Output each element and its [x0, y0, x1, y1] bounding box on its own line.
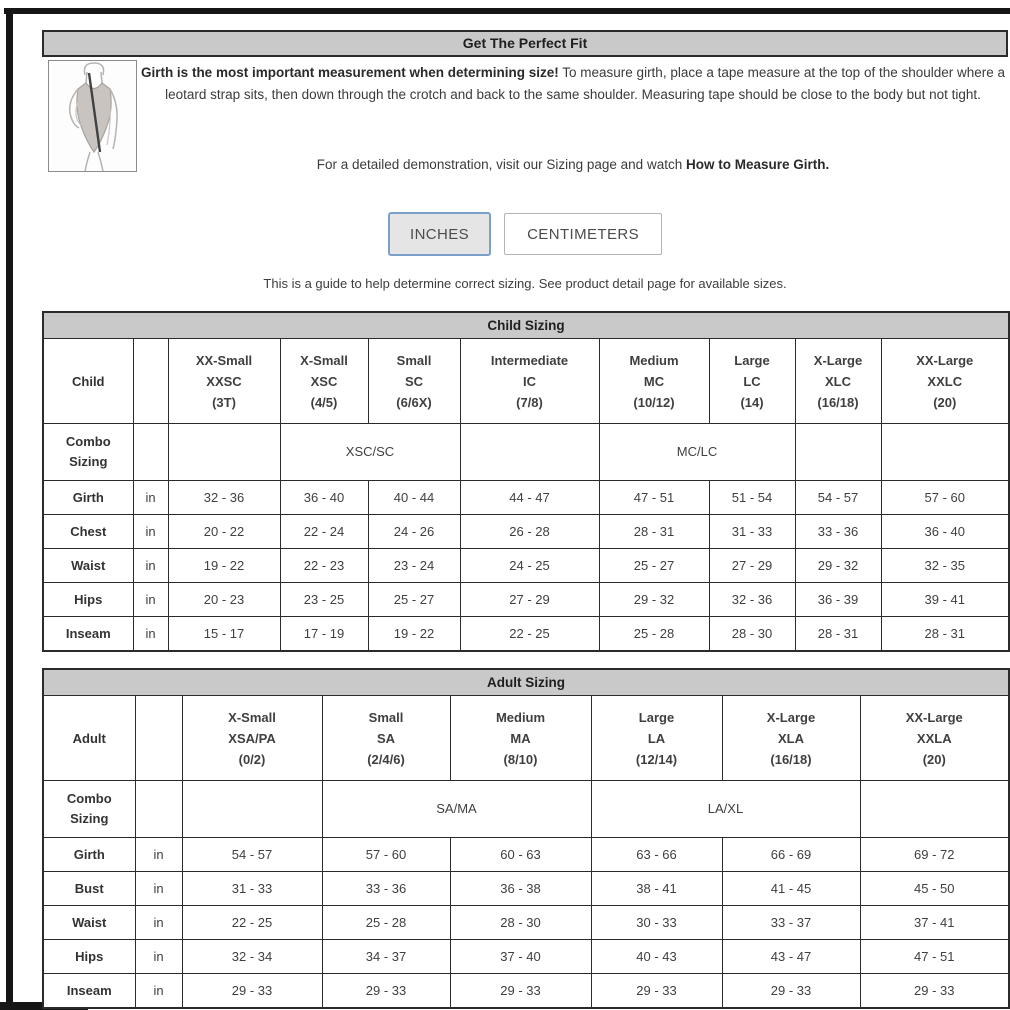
table-title: Adult Sizing: [43, 669, 1009, 696]
value-cell: 24 - 26: [368, 515, 460, 549]
row-label: Inseam: [43, 974, 135, 1009]
value-cell: 23 - 24: [368, 549, 460, 583]
value-cell: 25 - 27: [599, 549, 709, 583]
value-cell: 47 - 51: [599, 481, 709, 515]
column-header-line: XSC: [310, 373, 338, 389]
measurement-row: [43, 872, 1009, 906]
value-cell: 63 - 66: [591, 838, 722, 872]
column-header-line: Small: [368, 709, 404, 725]
frame-border-top: [4, 8, 1010, 14]
column-header-line: XXSC: [206, 373, 242, 389]
column-header-line: X-Large: [766, 709, 816, 725]
column-header-line: MC: [643, 373, 665, 389]
value-cell: 36 - 40: [280, 481, 368, 515]
page-title: Get The Perfect Fit: [42, 30, 1008, 57]
column-header-line: Intermediate: [490, 352, 569, 368]
value-cell: 45 - 50: [860, 872, 1009, 906]
value-cell: 23 - 25: [280, 583, 368, 617]
value-cell: 36 - 40: [881, 515, 1009, 549]
combo-row-label: [43, 424, 133, 481]
row-label: Girth: [43, 481, 133, 515]
measurement-row: [43, 940, 1009, 974]
column-header-line: (16/18): [817, 394, 859, 410]
combo-label-line: Sizing: [69, 454, 108, 469]
value-cell: 30 - 33: [591, 906, 722, 940]
frame-border-left: [6, 8, 13, 1010]
column-header-line: Small: [396, 352, 432, 368]
child-sizing-grid: [42, 311, 1010, 652]
value-cell: 29 - 33: [322, 974, 450, 1009]
unit-cell: in: [135, 872, 182, 906]
combo-label-line: Sizing: [70, 811, 109, 826]
value-cell: 27 - 29: [460, 583, 599, 617]
column-header: [168, 339, 280, 424]
column-header: [860, 696, 1009, 781]
measurement-row: [43, 549, 1009, 583]
column-header-line: XLC: [825, 373, 851, 389]
value-cell: 25 - 27: [368, 583, 460, 617]
value-cell: 32 - 35: [881, 549, 1009, 583]
value-cell: 24 - 25: [460, 549, 599, 583]
value-cell: 26 - 28: [460, 515, 599, 549]
corner-label: Adult: [43, 696, 135, 781]
measurement-row: [43, 838, 1009, 872]
unit-cell: in: [135, 940, 182, 974]
value-cell: 19 - 22: [168, 549, 280, 583]
unit-header-cell: [133, 339, 168, 424]
demo-instruction-text: [140, 157, 1006, 172]
value-cell: 28 - 30: [709, 617, 795, 652]
value-cell: 29 - 33: [722, 974, 860, 1009]
column-header-line: SC: [404, 373, 424, 389]
column-header-line: Large: [734, 352, 770, 368]
row-label: Hips: [43, 940, 135, 974]
value-cell: 29 - 33: [591, 974, 722, 1009]
value-cell: 31 - 33: [709, 515, 795, 549]
value-cell: 40 - 44: [368, 481, 460, 515]
value-cell: 32 - 34: [182, 940, 322, 974]
column-header-line: XXLA: [916, 730, 952, 746]
value-cell: 22 - 23: [280, 549, 368, 583]
combo-span-cell: LA/XL: [591, 781, 860, 838]
value-cell: 25 - 28: [599, 617, 709, 652]
value-cell: 29 - 33: [450, 974, 591, 1009]
unit-cell: in: [133, 583, 168, 617]
value-cell: 28 - 31: [881, 617, 1009, 652]
combo-unit-cell: [135, 781, 182, 838]
combo-empty-cell: [860, 781, 1009, 838]
column-header-line: XX-Large: [916, 352, 974, 368]
value-cell: 41 - 45: [722, 872, 860, 906]
row-label: Hips: [43, 583, 133, 617]
unit-toggle-group: [42, 211, 1008, 257]
child-sizing-table: [42, 311, 1010, 652]
combo-empty-cell: [795, 424, 881, 481]
combo-empty-cell: [881, 424, 1009, 481]
unit-cell: in: [133, 549, 168, 583]
value-cell: 54 - 57: [795, 481, 881, 515]
column-header-line: XX-Small: [195, 352, 253, 368]
value-cell: 22 - 25: [460, 617, 599, 652]
value-cell: 57 - 60: [322, 838, 450, 872]
value-cell: 27 - 29: [709, 549, 795, 583]
value-cell: 43 - 47: [722, 940, 860, 974]
value-cell: 29 - 33: [182, 974, 322, 1009]
column-header-line: XSA/PA: [228, 730, 276, 746]
value-cell: 15 - 17: [168, 617, 280, 652]
value-cell: 31 - 33: [182, 872, 322, 906]
value-cell: 25 - 28: [322, 906, 450, 940]
intro-bold-text: Girth is the most important measurement when determining size!: [140, 65, 559, 80]
value-cell: 51 - 54: [709, 481, 795, 515]
column-header: [460, 339, 599, 424]
column-header: [881, 339, 1009, 424]
column-header: [722, 696, 860, 781]
column-header-line: Medium: [495, 709, 546, 725]
column-header-line: (20): [922, 751, 946, 767]
row-label: Chest: [43, 515, 133, 549]
unit-cell: in: [135, 906, 182, 940]
intro-rest-text: To measure girth, place a tape measure at the top of the shoulder where a leotard strap sits, then down through the crotch and back to the same shoulder. Measuring tape should be close to the body but not tight.: [165, 65, 1006, 102]
value-cell: 22 - 24: [280, 515, 368, 549]
value-cell: 33 - 37: [722, 906, 860, 940]
column-header-line: (7/8): [516, 394, 543, 410]
value-cell: 32 - 36: [168, 481, 280, 515]
unit-cell: in: [133, 617, 168, 652]
column-header-line: X-Small: [300, 352, 348, 368]
value-cell: 36 - 38: [450, 872, 591, 906]
column-header-line: IC: [523, 373, 536, 389]
measurement-row: [43, 583, 1009, 617]
value-cell: 57 - 60: [881, 481, 1009, 515]
column-header: [591, 696, 722, 781]
column-header-line: Medium: [629, 352, 679, 368]
measurement-row: [43, 974, 1009, 1009]
value-cell: 33 - 36: [322, 872, 450, 906]
column-header-line: LA: [647, 730, 666, 746]
value-cell: 32 - 36: [709, 583, 795, 617]
value-cell: 39 - 41: [881, 583, 1009, 617]
combo-span-cell: XSC/SC: [280, 424, 460, 481]
sizing-guide-note: This is a guide to help determine correct sizing. See product detail page for available sizes.: [263, 276, 787, 291]
column-header-line: (20): [933, 394, 957, 410]
combo-unit-cell: [133, 424, 168, 481]
row-label: Bust: [43, 872, 135, 906]
column-header-line: (14): [740, 394, 764, 410]
column-header-line: XLA: [778, 730, 804, 746]
column-header-line: (0/2): [238, 751, 266, 767]
value-cell: 19 - 22: [368, 617, 460, 652]
column-header-line: X-Small: [228, 709, 276, 725]
column-header: [322, 696, 450, 781]
value-cell: 20 - 23: [168, 583, 280, 617]
combo-empty-cell: [460, 424, 599, 481]
column-header-line: MA: [510, 730, 531, 746]
value-cell: 33 - 36: [795, 515, 881, 549]
row-label: Waist: [43, 549, 133, 583]
column-header: [599, 339, 709, 424]
leotard-girth-diagram: [48, 60, 137, 172]
column-header: [368, 339, 460, 424]
value-cell: 47 - 51: [860, 940, 1009, 974]
column-header-line: (16/18): [770, 751, 812, 767]
adult-sizing-table: [42, 668, 1010, 1009]
table-title: Child Sizing: [43, 312, 1009, 339]
value-cell: 36 - 39: [795, 583, 881, 617]
value-cell: 29 - 32: [599, 583, 709, 617]
inches-button[interactable]: INCHES: [388, 212, 491, 256]
row-label: Girth: [43, 838, 135, 872]
unit-cell: in: [133, 481, 168, 515]
combo-span-cell: MC/LC: [599, 424, 795, 481]
combo-label-line: Combo: [66, 791, 112, 806]
value-cell: 66 - 69: [722, 838, 860, 872]
value-cell: 54 - 57: [182, 838, 322, 872]
unit-cell: in: [133, 515, 168, 549]
value-cell: 37 - 41: [860, 906, 1009, 940]
row-label: Inseam: [43, 617, 133, 652]
column-header: [709, 339, 795, 424]
measurement-row: [43, 481, 1009, 515]
column-header: [280, 339, 368, 424]
column-header-line: (10/12): [633, 394, 675, 410]
value-cell: 37 - 40: [450, 940, 591, 974]
value-cell: 29 - 32: [795, 549, 881, 583]
column-header: [450, 696, 591, 781]
column-header-line: SA: [376, 730, 396, 746]
girth-intro-text: [140, 62, 1006, 106]
value-cell: 38 - 41: [591, 872, 722, 906]
unit-cell: in: [135, 974, 182, 1009]
column-header-line: XXLC: [927, 373, 963, 389]
measurement-row: [43, 515, 1009, 549]
value-cell: 28 - 31: [795, 617, 881, 652]
demo-text: For a detailed demonstration, visit our Sizing page and watch: [316, 157, 686, 172]
value-cell: 40 - 43: [591, 940, 722, 974]
row-label: Waist: [43, 906, 135, 940]
column-header-line: (8/10): [503, 751, 538, 767]
combo-empty-cell: [182, 781, 322, 838]
corner-label: Child: [43, 339, 133, 424]
value-cell: 34 - 37: [322, 940, 450, 974]
column-header: [182, 696, 322, 781]
measurement-row: [43, 906, 1009, 940]
leotard-icon: [49, 61, 136, 171]
column-header-line: Large: [638, 709, 675, 725]
value-cell: 29 - 33: [860, 974, 1009, 1009]
column-header-line: (4/5): [310, 394, 338, 410]
column-header: [795, 339, 881, 424]
value-cell: 60 - 63: [450, 838, 591, 872]
combo-label-line: Combo: [65, 434, 111, 449]
measurement-row: [43, 617, 1009, 652]
value-cell: 17 - 19: [280, 617, 368, 652]
value-cell: 69 - 72: [860, 838, 1009, 872]
column-header-line: (3T): [212, 394, 236, 410]
column-header-line: LC: [743, 373, 761, 389]
value-cell: 20 - 22: [168, 515, 280, 549]
combo-row-label: [43, 781, 135, 838]
demo-bold-text: How to Measure Girth.: [685, 157, 830, 172]
column-header-line: (6/6X): [396, 394, 432, 410]
column-header-line: (12/14): [635, 751, 678, 767]
combo-span-cell: SA/MA: [322, 781, 591, 838]
value-cell: 22 - 25: [182, 906, 322, 940]
value-cell: 28 - 30: [450, 906, 591, 940]
value-cell: 44 - 47: [460, 481, 599, 515]
column-header-line: X-Large: [813, 352, 863, 368]
value-cell: 28 - 31: [599, 515, 709, 549]
column-header-line: (2/4/6): [367, 751, 405, 767]
column-header-line: XX-Large: [905, 709, 963, 725]
unit-cell: in: [135, 838, 182, 872]
adult-sizing-grid: [42, 668, 1010, 1009]
unit-header-cell: [135, 696, 182, 781]
combo-empty-cell: [168, 424, 280, 481]
centimeters-button[interactable]: CENTIMETERS: [504, 213, 662, 255]
